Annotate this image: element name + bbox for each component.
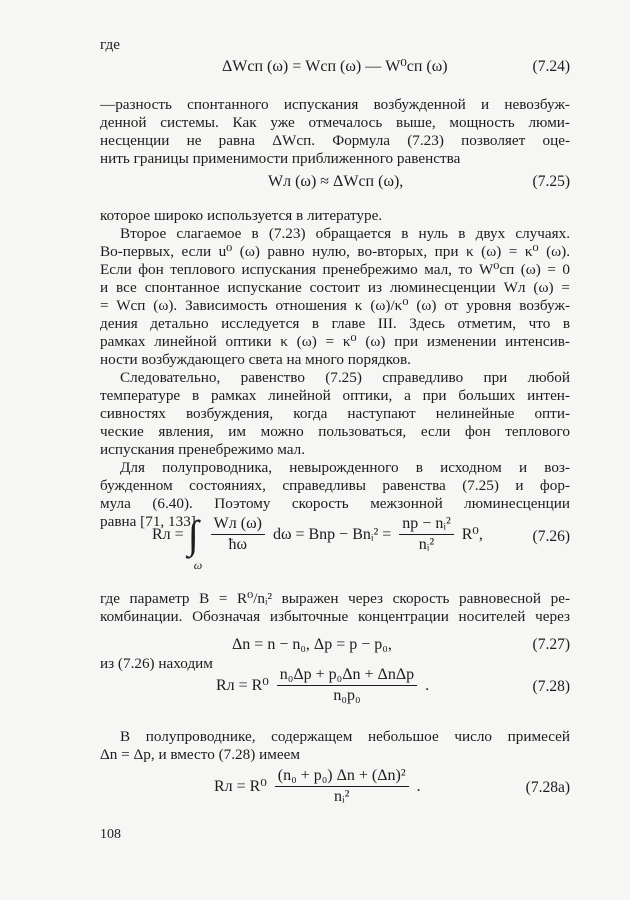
equation-number-7-25: (7.25) bbox=[532, 173, 570, 190]
text-line: Во-первых, если u⁰ (ω) равно нулю, во-вторых, при κ (ω) = κ⁰ (ω). bbox=[100, 243, 570, 260]
text-line: из (7.26) находим bbox=[100, 655, 213, 672]
equation-number-7-28: (7.28) bbox=[532, 678, 570, 695]
equation-7-28 bbox=[216, 665, 429, 706]
integral-sign: ∫ ω bbox=[187, 511, 203, 572]
text-line: В полупроводнике, содержащем небольшое число примесей bbox=[120, 728, 570, 745]
text-line: сивностях возбуждения, когда наступают нелинейные опти- bbox=[100, 405, 570, 422]
text-line: ности возбуждающего света на много порядков. bbox=[100, 351, 411, 368]
fraction bbox=[275, 766, 409, 807]
text-line: комбинации. Обозначая избыточные концентрации носителей через bbox=[100, 608, 570, 625]
fraction bbox=[277, 665, 417, 706]
fraction-numerator: (n₀ + p₀) Δn + (Δn)² bbox=[275, 766, 409, 787]
text-line: несценции не равна ΔWсп. Формула (7.23) позволяет оце- bbox=[100, 132, 570, 149]
fraction-denominator: nᵢ² bbox=[418, 536, 435, 553]
integral-subscript: ω bbox=[193, 557, 203, 572]
equation-7-25: Wл (ω) ≈ ΔWсп (ω), bbox=[268, 173, 404, 190]
eq-7-28a-tail: . bbox=[416, 777, 421, 795]
fraction-denominator: ħω bbox=[228, 536, 248, 553]
fraction-denominator: nᵢ² bbox=[334, 788, 350, 805]
equation-number-7-27: (7.27) bbox=[532, 636, 570, 653]
text-line: которое широко используется в литературе. bbox=[100, 207, 383, 224]
text-line: Второе слагаемое в (7.23) обращается в нуль в двух случаях. bbox=[120, 225, 570, 242]
text-line: испускания пренебрежимо мал. bbox=[100, 441, 306, 458]
eq-7-28-lhs: Rл = R⁰ bbox=[216, 676, 269, 694]
equation-number-7-24: (7.24) bbox=[532, 58, 570, 75]
text-line: равна [71, 133] bbox=[100, 513, 196, 530]
fraction-numerator: n₀Δp + p₀Δn + ΔnΔp bbox=[277, 665, 417, 686]
text-line: рамках линейной оптики κ (ω) = κ⁰ (ω) при изменении интенсив- bbox=[100, 333, 570, 350]
fraction-numerator: Wл (ω) bbox=[211, 514, 265, 535]
text-line: Δn = Δp, и вместо (7.28) имеем bbox=[100, 746, 300, 763]
text-line: нить границы применимости приближенного равенства bbox=[100, 150, 461, 167]
text-line: дения детально исследуется в главе III. Здесь отметим, что в bbox=[100, 315, 570, 332]
fraction bbox=[399, 514, 453, 555]
equation-number-7-28a: (7.28a) bbox=[525, 779, 570, 796]
equation-7-26 bbox=[152, 511, 483, 582]
text-line: = Wсп (ω). Зависимость отношения κ (ω)/κ⁰ (ω) от уровня возбуж- bbox=[100, 297, 570, 314]
text-line: бужденном состояниях, справедливы равенства (7.25) и фор- bbox=[100, 477, 570, 494]
text-line: Если фон теплового испускания пренебрежимо мал, то W⁰сп (ω) = 0 bbox=[100, 261, 570, 278]
text-line: ческие явления, им можно пользоваться, если фон теплового bbox=[100, 423, 570, 440]
equation-7-27: Δn = n − n₀, Δp = p − p₀, bbox=[232, 636, 392, 653]
eq-7-28-tail: . bbox=[425, 676, 430, 694]
text-line: денной системы. Как уже отмечалось выше, мощность люми- bbox=[100, 114, 570, 131]
text-line: —разность спонтанного испускания возбужденной и невозбуж- bbox=[100, 96, 570, 113]
page-number: 108 bbox=[100, 827, 121, 842]
equation-7-28a bbox=[214, 766, 421, 807]
equation-number-7-26: (7.26) bbox=[532, 528, 570, 545]
eq-7-26-middle: dω = Bnp − Bnᵢ² = bbox=[272, 525, 392, 543]
text-line: Для полупроводника, невырожденного в исходном и воз- bbox=[120, 459, 570, 476]
text-line: Следовательно, равенство (7.25) справедливо при любой bbox=[120, 369, 570, 386]
equation-7-24: ΔWсп (ω) = Wсп (ω) — W⁰сп (ω) bbox=[222, 58, 448, 75]
text-line: мула (6.40). Поэтому скорость межзонной люминесценции bbox=[100, 495, 570, 512]
fraction-numerator: np − nᵢ² bbox=[399, 514, 453, 535]
eq-7-28a-lhs: Rл = R⁰ bbox=[214, 777, 267, 795]
text-line: где параметр B = R⁰/nᵢ² выражен через скорость равновесной ре- bbox=[100, 590, 570, 607]
eq-7-26-tail: R⁰, bbox=[461, 525, 483, 543]
fraction-denominator: n₀p₀ bbox=[333, 687, 361, 704]
eq-7-26-lhs: Rл = bbox=[152, 525, 184, 543]
text-line: и все спонтанное испускание состоит из люминесценции Wл (ω) = bbox=[100, 279, 570, 296]
word-where: где bbox=[100, 36, 120, 53]
fraction bbox=[211, 514, 265, 555]
text-line: температуре в рамках линейной оптики, а при больших интен- bbox=[100, 387, 570, 404]
